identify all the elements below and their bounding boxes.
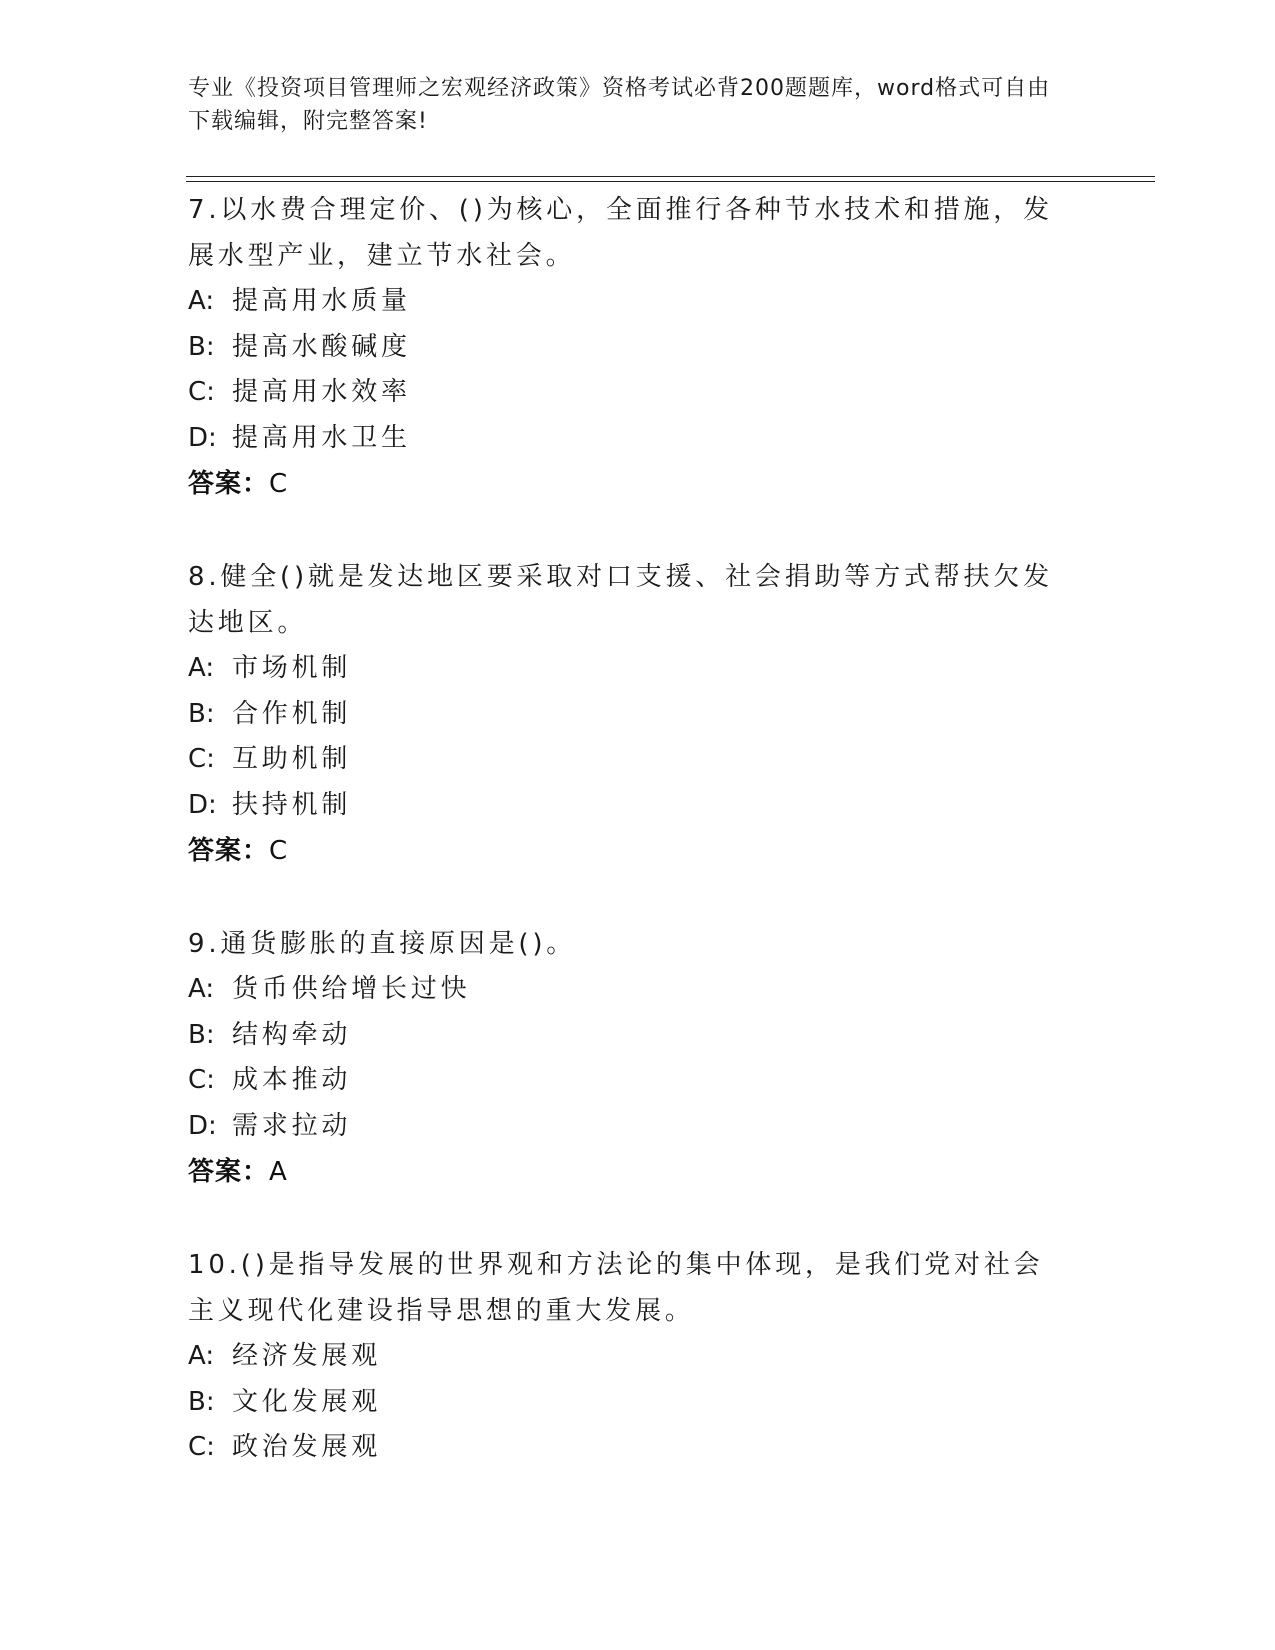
- option-letter: B:: [188, 698, 215, 729]
- answer-line: [188, 461, 1068, 507]
- option-c: [188, 370, 1068, 416]
- option-a: [188, 1334, 1068, 1380]
- option-letter: B:: [188, 1019, 215, 1050]
- answer-value: A: [269, 1157, 288, 1187]
- option-letter: D:: [188, 1110, 217, 1141]
- option-text: 扶持机制: [232, 789, 352, 820]
- option-letter: A:: [188, 286, 215, 316]
- option-letter: A:: [188, 1341, 215, 1371]
- option-text: 经济发展观: [232, 1341, 382, 1371]
- option-d: [188, 416, 1068, 462]
- answer-line: [188, 1149, 1068, 1195]
- option-d: [188, 783, 1068, 829]
- header-divider-bottom: [186, 181, 1155, 182]
- option-text: 市场机制: [232, 653, 352, 683]
- option-b: [188, 1380, 1068, 1426]
- answer-label: 答案：: [188, 1157, 270, 1187]
- answer-label: 答案：: [188, 836, 270, 866]
- answer-label: 答案：: [188, 469, 270, 499]
- document-header: 专业《投资项目管理师之宏观经济政策》资格考试必背200题题库，word格式可自由下载编辑，附完整答案!: [188, 76, 1051, 134]
- option-letter: C:: [188, 377, 215, 407]
- option-text: 提高用水效率: [232, 377, 411, 407]
- option-b: [188, 692, 1068, 738]
- option-a: [188, 279, 1068, 325]
- option-letter: C:: [188, 1065, 215, 1095]
- answer-value: C: [269, 836, 289, 866]
- option-d: [188, 1104, 1068, 1150]
- option-b: [188, 1013, 1068, 1059]
- question-stem: 7.以水费合理定价、()为核心，全面推行各种节水技术和措施，发展水型产业，建立节水社会。: [188, 195, 1053, 271]
- option-text: 成本推动: [232, 1065, 352, 1095]
- option-a: [188, 646, 1068, 692]
- option-text: 结构牵动: [232, 1019, 352, 1050]
- option-letter: C:: [188, 1432, 215, 1462]
- option-letter: D:: [188, 422, 217, 453]
- option-text: 提高用水质量: [232, 286, 411, 316]
- question-stem: 10.()是指导发展的世界观和方法论的集中体现，是我们党对社会主义现代化建设指导思想的重大发展。: [188, 1250, 1044, 1326]
- question-9: [188, 921, 1068, 1195]
- option-c: [188, 1425, 1068, 1471]
- option-a: [188, 967, 1068, 1013]
- question-list: [188, 187, 1068, 1518]
- header-divider-top: [186, 176, 1155, 177]
- option-b: [188, 325, 1068, 371]
- question-7: [188, 187, 1068, 507]
- question-8: [188, 554, 1068, 874]
- question-stem: 9.通货膨胀的直接原因是()。: [188, 929, 577, 959]
- option-letter: A:: [188, 653, 215, 683]
- option-text: 提高水酸碱度: [232, 331, 411, 362]
- option-text: 需求拉动: [232, 1110, 352, 1141]
- answer-line: [188, 828, 1068, 874]
- option-c: [188, 1058, 1068, 1104]
- option-text: 文化发展观: [232, 1386, 382, 1417]
- option-letter: A:: [188, 974, 215, 1004]
- question-stem: 8.健全()就是发达地区要采取对口支援、社会捐助等方式帮扶欠发达地区。: [188, 562, 1053, 638]
- option-letter: B:: [188, 331, 215, 362]
- option-letter: D:: [188, 789, 217, 820]
- answer-value: C: [269, 469, 289, 499]
- option-c: [188, 737, 1068, 783]
- option-text: 提高用水卫生: [232, 422, 411, 453]
- option-letter: C:: [188, 744, 215, 774]
- option-text: 政治发展观: [232, 1432, 382, 1462]
- option-text: 互助机制: [232, 744, 352, 774]
- option-letter: B:: [188, 1386, 215, 1417]
- option-text: 合作机制: [232, 698, 352, 729]
- question-10: [188, 1242, 1068, 1471]
- option-text: 货币供给增长过快: [232, 974, 471, 1004]
